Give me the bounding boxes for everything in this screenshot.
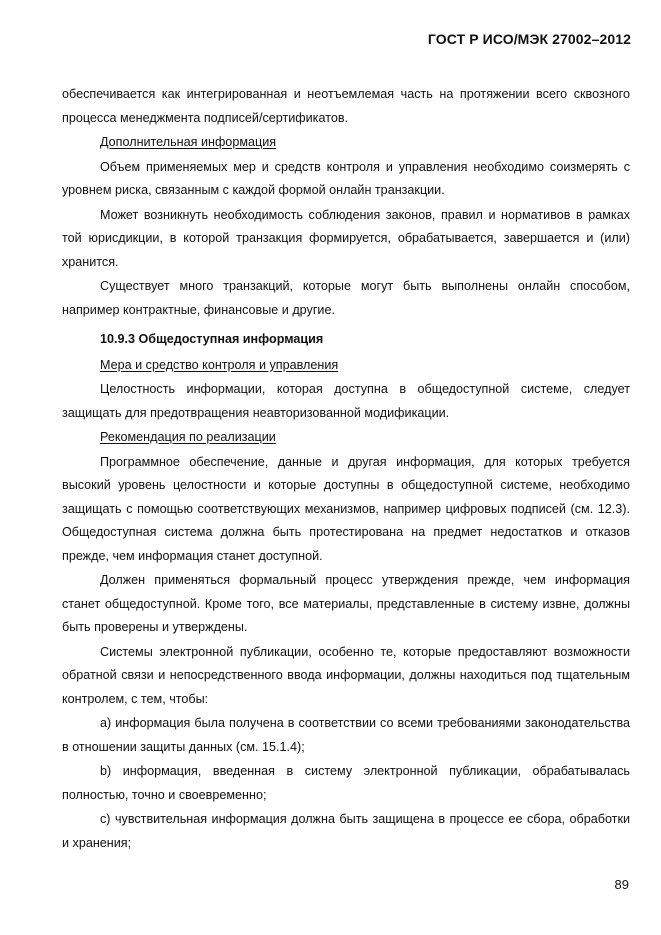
section-heading: 10.9.3 Общедоступная информация [100, 332, 324, 346]
list-item-a: a) информация была получена в соответствии со всеми требованиями законодательства в отношении защиты данных (см. 15.1.4); [62, 716, 630, 754]
list-item-b: b) информация, введенная в систему электронной публикации, обрабатывалась полностью, точно и своевременно; [62, 764, 630, 802]
paragraph: Программное обеспечение, данные и другая информация, для которых требуется высокий уровень целостности и которые доступны в общедоступной системе, необходимо защищать с помощью соответствующих механизмов, например цифровых подписей (см. 12.3). Общедоступная система должна быть протестирована на предмет недостатков и отказов прежде, чем информация станет доступной. [62, 454, 630, 563]
page-number: 89 [614, 877, 629, 892]
subheading-control: Мера и средство контроля и управления [100, 357, 339, 372]
body-text [62, 83, 630, 856]
paragraph: Может возникнуть необходимость соблюдения законов, правил и нормативов в рамках той юрисдикции, в которой транзакция формируется, обрабатывается, завершается и (или) хранится. [62, 207, 630, 269]
paragraph: Должен применяться формальный процесс утверждения прежде, чем информация станет общедоступной. Кроме того, все материалы, представленные в систему извне, должны быть проверены и утверждены. [62, 573, 630, 634]
paragraph: Целостность информации, которая доступна в общедоступной системе, следует защищать для предотвращения неавторизованной модификации. [62, 382, 630, 420]
subheading-implementation: Рекомендация по реализации [100, 430, 276, 444]
paragraph: Существует много транзакций, которые могут быть выполнены онлайн способом, например контрактные, финансовые и другие. [62, 279, 630, 317]
list-item-c: c) чувствительная информация должна быть защищена в процессе ее сбора, обработки и хранения; [62, 812, 630, 850]
subheading-additional-info: Дополнительная информация [100, 135, 277, 149]
standard-header: ГОСТ Р ИСО/МЭК 27002–2012 [427, 31, 631, 47]
paragraph-continuation: обеспечивается как интегрированная и неотъемлемая часть на протяжении всего сквозного процесса менеджмента подписей/сертификатов. [62, 87, 630, 125]
paragraph: Объем применяемых мер и средств контроля и управления необходимо соизмерять с уровнем риска, связанным с каждой формой онлайн транзакции. [62, 159, 630, 197]
paragraph: Системы электронной публикации, особенно те, которые предоставляют возможности обратной связи и непосредственного ввода информации, должны находиться под тщательным контролем, с тем, чтобы: [62, 644, 630, 706]
